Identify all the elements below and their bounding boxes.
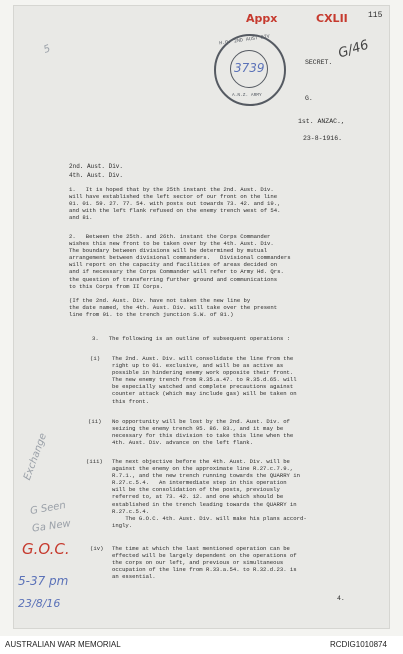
item-i-text: The 2nd. Aust. Div. will consolidate the line from the right up to 01. exclusive, and will be as active as possible in hindering enemy work opposite their front. The new enemy trench from R.35.a.47. to R.35.d.65. will be especially watched and complete precautions against counter attack (which may include gas) will be taken on this front. (112, 355, 297, 405)
headquarters-stamp (214, 34, 286, 106)
item-ii-text: No opportunity will be lost by the 2nd. Aust. Div. of seizing the enemy trench 95. 86. 83., and it may be necessary for this division to take this line when the 4th. Aust. Div. advance on the left flank. (112, 418, 294, 447)
secret-marking: SECRET. (305, 59, 333, 66)
item-iii-text: The next objective before the 4th. Aust. Div. will be against the enemy on the approximate line R.27.c.7.9., R.7.1., and the new trench running towards the QUARRY in R.27.c.5.4. An intermediate step in this operation will be the consolidation of the posts, previously referred to, at 73. 42. 12. and one which should be established in the trench leading towards the QUARRY in R.27.c.5.4. The G.O.C. 4th. Aust. Div. will make his plans accord- ingly. (112, 458, 307, 529)
footer-source: AUSTRALIAN WAR MEMORIAL (5, 640, 121, 649)
margin-note-exchange: Exchange (22, 431, 50, 482)
margin-number: 5 (42, 43, 53, 56)
paragraph-2: 2. Between the 25th. and 26th. instant the Corps Commander wishes this new front to be taken over by the 4th. Aust. Div. The boundary between divisions will be determined by mutual arrangement between divisional commanders. Divisional commanders will report on the capacity and facilities of areas decided on and if necessary the Corps Commander will refer to Army Hd. Qrs. the question of transferring further ground and communications to this Corps from II Corps. (69, 233, 291, 290)
header-g: G. (305, 95, 313, 102)
stamp-number: 3739 (234, 61, 265, 75)
margin-note-time: 5-37 pm (18, 574, 69, 588)
margin-note-g-seen: G Seen (29, 499, 67, 518)
addressee-4th-div: 4th. Aust. Div. (69, 172, 124, 179)
margin-note-ga-new: Ga New (31, 518, 72, 535)
paragraph-2-note: (If the 2nd. Aust. Div. have not taken the new line by the date named, the 4th. Aust. Div. will take over the present line from 01. to the trench junction S.W. of 81.) (69, 297, 278, 319)
paragraph-1: 1. It is hoped that by the 25th instant the 2nd. Aust. Div. will have established the left sector of our front on the line 01. 01. 59. 27. 77. 54. with posts out towards 73. 42. and 19., and with the left flank refused on the enemy trench west of 54. and 81. (69, 186, 281, 222)
item-ii-label: (ii) (88, 418, 102, 425)
stamp-ring-top-text: H.Q. 2ND AUST DIV (218, 33, 271, 47)
paragraph-3: 3. The following is an outline of subsequent operations : (92, 335, 291, 342)
page-number: 115 (368, 11, 383, 20)
header-date: 23-8-1916. (303, 135, 343, 142)
appx-annotation: Appx (246, 12, 278, 25)
cxlii-annotation: CXLII (316, 12, 348, 25)
item-iv-label: (iv) (90, 545, 104, 552)
item-iii-label: (iii) (86, 458, 103, 465)
addressee-2nd-div: 2nd. Aust. Div. (69, 163, 124, 170)
margin-note-goc: G.O.C. (22, 540, 70, 558)
secret-reference-number: G/46 (336, 37, 371, 62)
item-i-label: (i) (90, 355, 101, 362)
stamp-ring-bottom-text: A.N.Z. ARMY (232, 93, 262, 98)
footer-record-id: RCDIG1010874 (330, 640, 387, 649)
margin-note-date: 23/8/16 (18, 597, 61, 610)
header-corps: 1st. ANZAC., (298, 118, 345, 125)
item-iv-text: The time at which the last mentioned operation can be effected will be largely dependent on the operations of the corps on our left, and previous or simultaneous occupation of the line from R.33.a.54. to R.32.d.23. is an essential. (112, 545, 297, 581)
archive-footer (0, 636, 403, 654)
continuation-number: 4. (337, 595, 345, 602)
